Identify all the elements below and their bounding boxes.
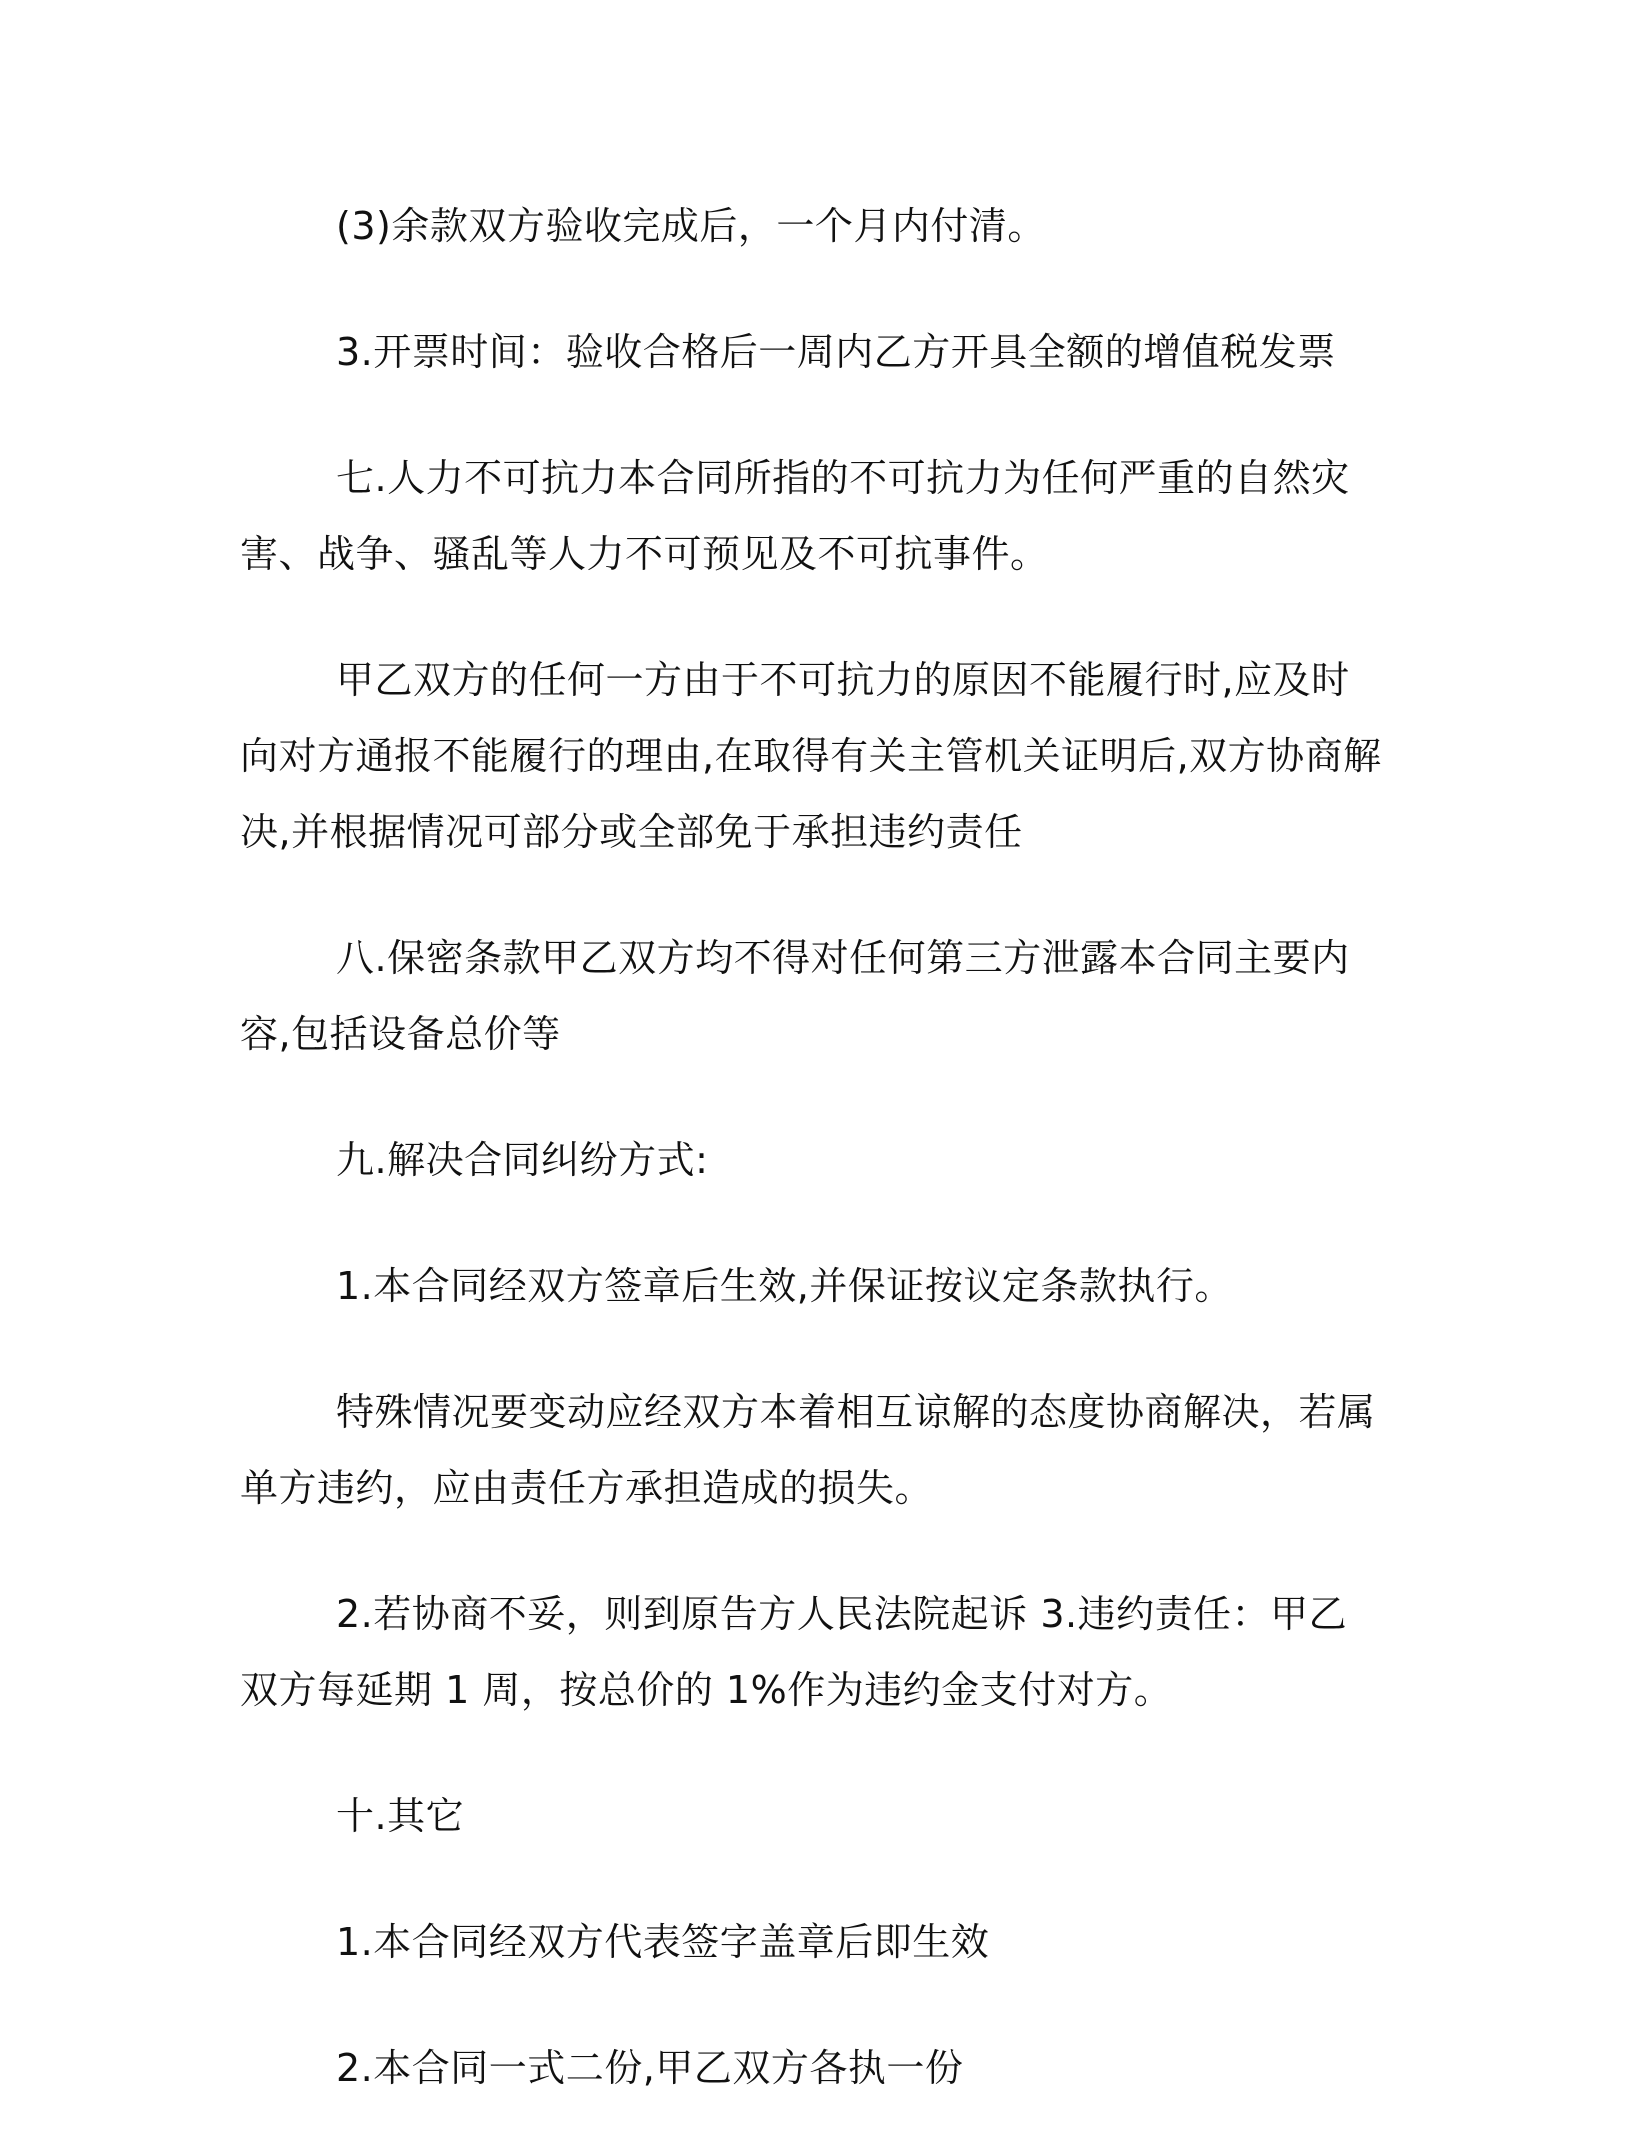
paragraph-confidentiality: 八.保密条款甲乙双方均不得对任何第三方泄露本合同主要内容,包括设备总价等 [240,936,1350,1056]
document-body [240,188,1385,2156]
paragraph-dispute-heading: 九.解决合同纠纷方式: [336,1138,709,1182]
paragraph-dispute-item-1: 1.本合同经双方签章后生效,并保证按议定条款执行。 [336,1264,1233,1308]
paragraph-invoice-time: 3.开票时间：验收合格后一周内乙方开具全额的增值税发票 [336,330,1336,374]
paragraph-force-majeure-heading: 七.人力不可抗力本合同所指的不可抗力为任何严重的自然灾害、战争、骚乱等人力不可预见及不可抗事件。 [240,456,1350,576]
paragraph-other-heading: 十.其它 [336,1794,465,1838]
paragraph-force-majeure-notice: 甲乙双方的任何一方由于不可抗力的原因不能履行时,应及时向对方通报不能履行的理由,在取得有关主管机关证明后,双方协商解决,并根据情况可部分或全部免于承担违约责任 [240,658,1382,854]
paragraph-other-item-1: 1.本合同经双方代表签字盖章后即生效 [336,1920,990,1964]
paragraph-special-circumstances: 特殊情况要变动应经双方本着相互谅解的态度协商解决，若属单方违约，应由责任方承担造成的损失。 [240,1390,1376,1510]
paragraph-other-item-2: 2.本合同一式二份,甲乙双方各执一份 [336,2046,964,2090]
paragraph-dispute-item-2: 2.若协商不妥，则到原告方人民法院起诉 3.违约责任：甲乙双方每延期 1 周，按总价的 1%作为违约金支付对方。 [240,1592,1348,1712]
paragraph-balance-payment: (3)余款双方验收完成后，一个月内付清。 [336,204,1046,248]
